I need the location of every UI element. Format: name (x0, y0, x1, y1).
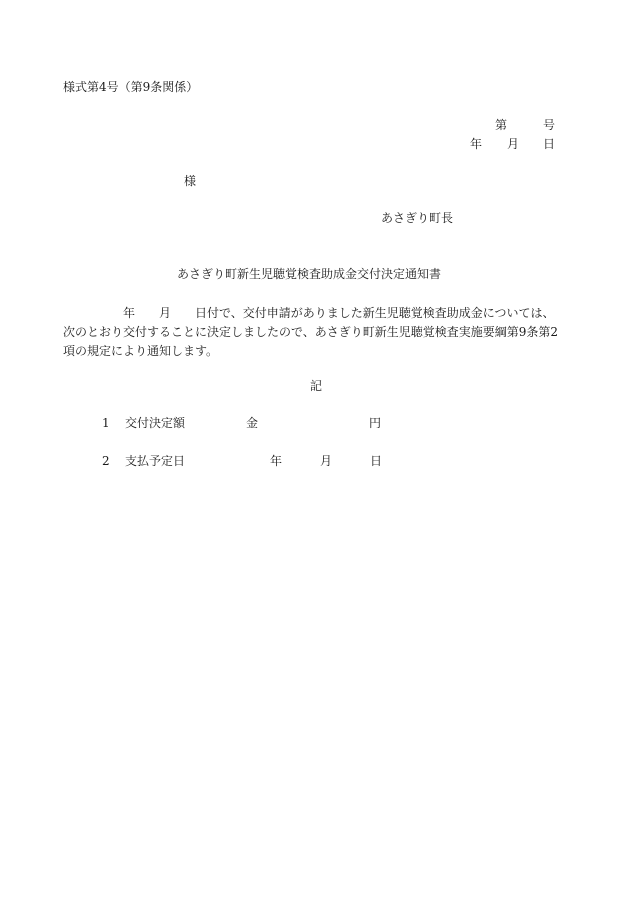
body-line-3: 項の規定により通知します。 (63, 344, 219, 358)
payment-date-month: 月 (320, 454, 333, 468)
payment-date-day: 日 (370, 454, 383, 468)
doc-number-suffix: 号 (543, 118, 556, 132)
body-month: 月 (159, 306, 172, 320)
item-number: 1 (102, 416, 110, 430)
doc-number-prefix: 第 (495, 118, 508, 132)
issue-date-month: 月 (507, 137, 520, 151)
body-line-1-text: 日付で、交付申請がありました新生児聴覚検査助成金については、 (195, 306, 555, 320)
form-number: 様式第4号（第9条関係） (63, 80, 199, 94)
amount-unit: 円 (369, 416, 382, 430)
body-paragraph (63, 304, 573, 361)
item-label-grant-amount: 交付決定額 (125, 416, 186, 430)
item-number: 2 (102, 454, 110, 468)
amount-prefix: 金 (246, 416, 259, 430)
item-label-payment-date: 支払予定日 (125, 454, 186, 468)
body-line-2: 次のとおり交付することに決定しましたので、あさぎり町新生児聴覚検査実施要綱第9条第2 (63, 325, 559, 339)
issuer-name: あさぎり町長 (381, 211, 454, 225)
payment-date-year: 年 (270, 454, 283, 468)
addressee-honorific: 様 (184, 174, 197, 188)
body-line-1 (63, 304, 573, 323)
ki-heading: 記 (310, 379, 323, 393)
body-year: 年 (123, 306, 136, 320)
issue-date-day: 日 (543, 137, 556, 151)
issue-date-year: 年 (470, 137, 483, 151)
document-title: あさぎり町新生児聴覚検査助成金交付決定通知書 (177, 267, 442, 281)
